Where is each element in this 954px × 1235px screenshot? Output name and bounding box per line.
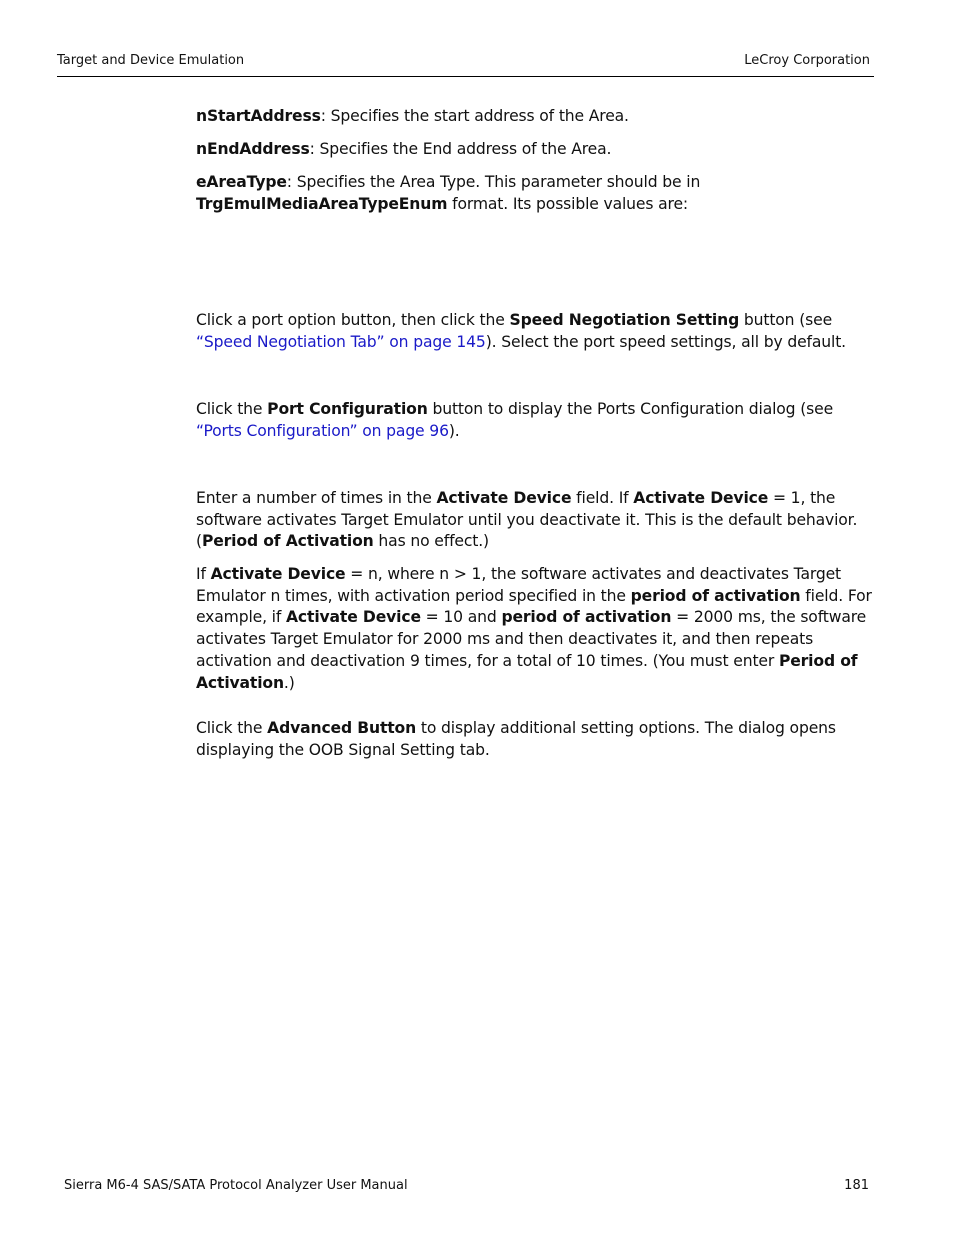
text-run: = 1, the software activates Target Emulator until you deactivate it. This is the default behavior. ( — [196, 489, 858, 551]
page-number: 181 — [844, 1178, 869, 1193]
text-run: Click the — [196, 719, 268, 737]
ui-term: Period of Activation — [196, 651, 858, 692]
text-run: If — [196, 565, 211, 583]
ui-term: Activate Device — [210, 565, 346, 583]
text-run: Click the — [196, 400, 268, 418]
ui-term: period of activation — [630, 586, 801, 605]
param-description: : Specifies the End address of the Area. — [309, 140, 612, 158]
ui-term: Port Configuration — [267, 400, 428, 418]
text-run: field. For example, if — [196, 586, 872, 627]
param-description-cont: format. Its possible values are: — [447, 194, 689, 213]
ui-term: Activate Device — [436, 489, 572, 507]
param-description: : Specifies the Area Type. This parameter should be in — [286, 173, 701, 191]
text-run: = 2000 ms, the software activates Target Emulator for 2000 ms and then deactivates it, and then repeats activation and deactivation 9 times, for a total of 10 times. (You must enter — [196, 608, 867, 670]
running-header-title: Target and Device Emulation — [57, 53, 245, 68]
activate-device-n-paragraph — [196, 564, 872, 694]
ui-term: Speed Negotiation Setting — [509, 311, 740, 329]
param-nendaddress — [196, 139, 872, 161]
param-nstartaddress — [196, 106, 872, 128]
enum-name: TrgEmulMediaAreaTypeEnum — [196, 194, 448, 213]
text-run: field. If — [571, 489, 634, 507]
header-divider — [57, 76, 874, 77]
param-description: : Specifies the start address of the Area. — [320, 107, 629, 125]
text-run: button (see — [739, 311, 833, 329]
param-eareatype — [196, 172, 872, 215]
ui-term: Advanced Button — [267, 719, 417, 737]
text-run: to display additional setting options. The dialog opens displaying the OOB Signal Setting tab. — [196, 719, 836, 759]
ui-term: Activate Device — [633, 489, 769, 507]
param-term: nEndAddress — [196, 140, 310, 158]
activate-device-paragraph — [196, 488, 872, 553]
text-run: has no effect.) — [373, 532, 489, 551]
text-run: .) — [283, 673, 295, 692]
text-run: = 10 and — [420, 608, 502, 627]
advanced-button-paragraph — [196, 718, 872, 761]
ui-term: Period of Activation — [201, 532, 374, 551]
ui-term: period of activation — [501, 608, 672, 627]
ports-configuration-link[interactable]: “Ports Configuration” on page 96 — [196, 421, 449, 440]
speed-negotiation-paragraph — [196, 310, 872, 353]
port-configuration-paragraph — [196, 399, 872, 442]
text-run: button to display the Ports Configuration dialog (see — [427, 400, 834, 418]
param-term: nStartAddress — [196, 107, 321, 125]
ui-term: Activate Device — [286, 608, 421, 627]
text-run: ). Select the port speed settings, all by default. — [485, 332, 846, 351]
speed-negotiation-tab-link[interactable]: “Speed Negotiation Tab” on page 145 — [196, 332, 486, 351]
text-run: ). — [448, 421, 460, 440]
text-run: Click a port option button, then click the — [196, 311, 510, 329]
footer-manual-title: Sierra M6-4 SAS/SATA Protocol Analyzer User Manual — [64, 1178, 408, 1193]
param-term: eAreaType — [196, 173, 287, 191]
text-run: = n, where n > 1, the software activates and deactivates Target Emulator n times, with activation period specified in the — [196, 565, 841, 605]
running-header-company: LeCroy Corporation — [744, 53, 870, 68]
text-run: Enter a number of times in the — [196, 489, 437, 507]
